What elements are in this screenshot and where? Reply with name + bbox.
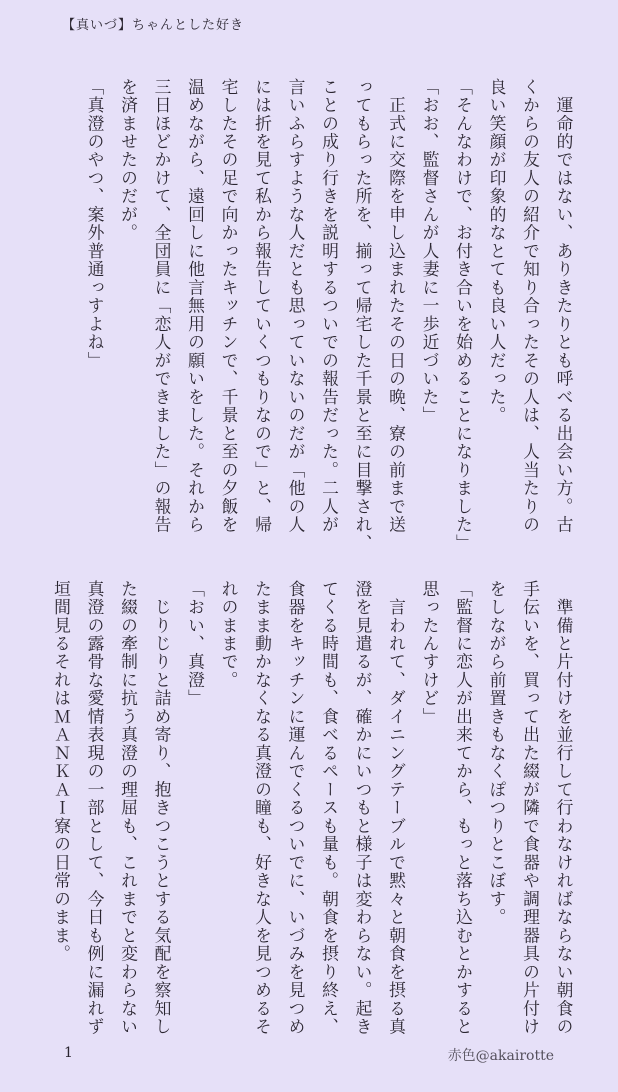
text-line: 真澄の露骨な愛情表現の一部として、今日も例に漏れず: [85, 580, 105, 1036]
text-line: 「そんなわけで、お付き合いを始めることになりました」: [453, 78, 474, 553]
text-line: をしながら前置きもなくぽつりとこぼす。: [487, 580, 507, 927]
text-line: 垣間見るそれはＭＡＮＫＡＩ寮の日常のまま。: [51, 580, 72, 964]
text-block-lower: [44, 580, 580, 1036]
text-line: れのままで。: [219, 580, 239, 690]
text-line: 三日ほどかけて、全団員に「恋人ができました」の報告: [152, 78, 172, 534]
text-line: たまま動かなくなる真澄の瞳も、好きな人を見つめるそ: [252, 580, 273, 1036]
text-line: 宅したその足で向かったキッチンで、千景と至の夕飯を: [219, 78, 239, 534]
text-line: 言われて、ダイニングテーブルで黙々と朝食を摂る真: [386, 580, 407, 1036]
text-line: ことの成り行きを説明するついでの報告だった。二人が: [319, 78, 340, 534]
text-line: 「監督に恋人が出来てから、もっと落ち込むとかすると: [453, 580, 474, 1036]
text-line: 思ったんすけど」: [420, 580, 440, 726]
text-line: た綴の牽制に抗う真澄の理屈も、これまでと変わらない: [118, 580, 139, 1036]
text-line: には折を見て私から報告していくつもりなので」と、帰: [252, 78, 273, 534]
text-line: 澄を見遣るが、確かにいつもと様子は変わらない。起き: [353, 580, 373, 1036]
text-line: 手伝いを、買って出た綴が隣で食器や調理器具の片付け: [520, 580, 541, 1036]
text-line: くからの友人の紹介で知り合ったその人は、人当たりの: [520, 78, 541, 534]
author-credit: 赤色@akairotte: [447, 1048, 554, 1064]
page-header: 【真いづ】ちゃんとした好き: [62, 18, 245, 33]
text-line: 「おい、真澄」: [185, 580, 206, 708]
text-line: てくる時間も、食べるペースも量も。朝食を摂り終え、: [319, 580, 340, 1036]
text-line: 運命的ではない、ありきたりとも呼べる出会い方。古: [554, 78, 574, 534]
text-line: 食器をキッチンに運んでくるついでに、いづみを見つめ: [286, 580, 306, 1036]
text-line: じりじりと詰め寄り、抱きつこうとする気配を察知し: [152, 580, 172, 1036]
text-line: 「おお、監督さんが人妻に一歩近づいた」: [420, 78, 440, 425]
text-line: を済ませたのだが。: [118, 78, 139, 243]
text-block-upper: [78, 78, 581, 553]
text-line: 温めながら、遠回しに他言無用の願いをした。それから: [185, 78, 206, 534]
text-line: 「真澄のやつ、案外普通っすよね」: [85, 78, 105, 370]
text-line: 準備と片付けを並行して行わなければならない朝食の: [554, 580, 574, 1036]
text-line: ってもらった所を、揃って帰宅した千景と至に目撃され、: [353, 78, 373, 553]
page-number: 1: [64, 1045, 73, 1061]
text-line: 言いふらすような人だとも思っていないのだが「他の人: [286, 78, 306, 534]
text-line: 良い笑顔が印象的なとても良い人だった。: [487, 78, 507, 425]
text-line: 正式に交際を申し込まれたその日の晩、寮の前まで送: [386, 78, 407, 534]
